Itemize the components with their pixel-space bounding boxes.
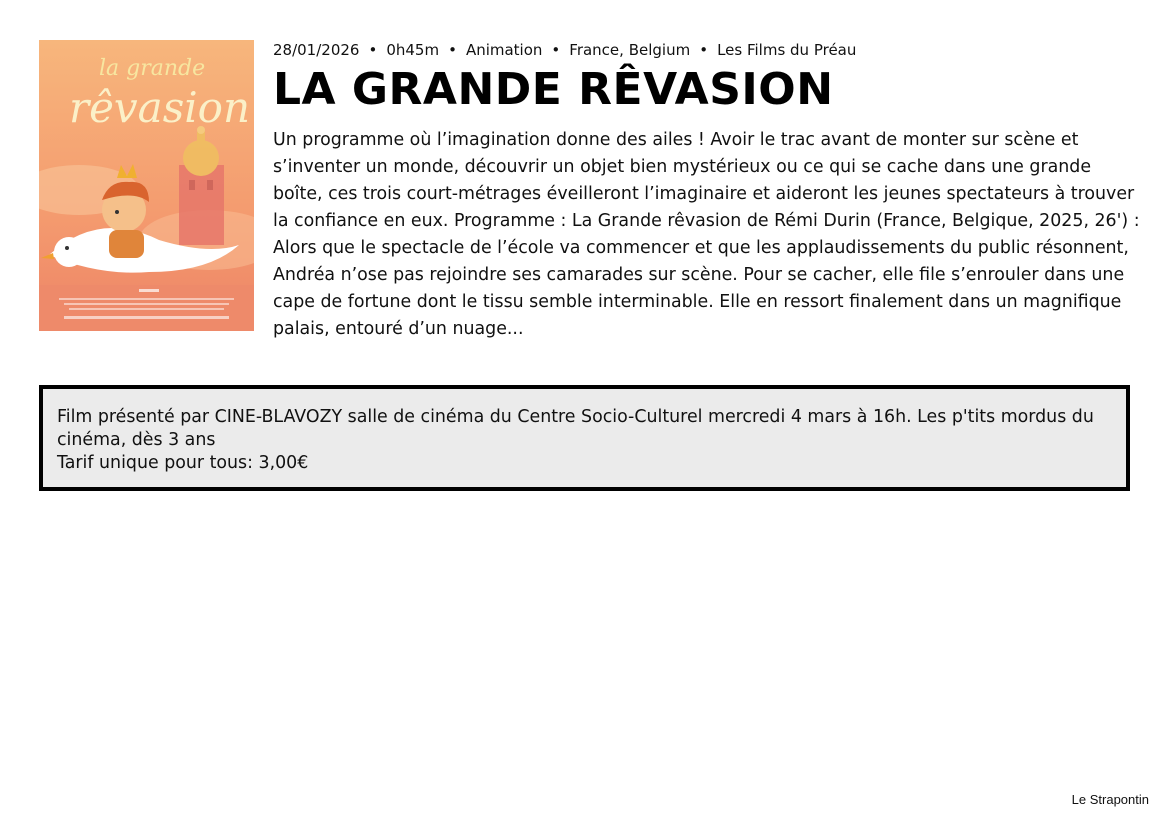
film-synopsis: Un programme où l’imagination donne des ailes ! Avoir le trac avant de monter sur scène et s’inventer un monde, découvrir un objet bien mystérieux ou ce qui se cache dans une grande boîte, ces trois court-métrages éveilleront l’imaginaire et aideront les jeunes spectateurs à trouver la confiance en eux. Programme : La Grande rêvasion de Rémi Durin (France, Belgique, 2025, 26') : Alors que le spectacle de l’école va commencer et que les applaudissements du public résonnent, Andréa n’ose pas rejoindre ses camarades sur scène. Pour se cacher, elle file s’enrouler dans une cape de fortune dont le tissu semble interminable. Elle en ressort finalement dans un magnifique palais, entouré d’un nuage... (273, 130, 1140, 339)
countries: France, Belgium (569, 41, 691, 59)
duration: 0h45m (386, 41, 440, 59)
genre: Animation (465, 41, 543, 59)
screening-price: Tarif unique pour tous: 3,00€ (57, 453, 309, 473)
film-title: LA GRANDE RÊVASION (273, 64, 834, 115)
footer-brand: Le Strapontin (1071, 792, 1149, 807)
film-poster (39, 40, 254, 331)
poster-artwork (39, 40, 254, 331)
meta-separator: • (448, 41, 457, 59)
poster-title-line2: rêvasion (69, 83, 251, 132)
release-date: 28/01/2026 (273, 41, 360, 59)
meta-separator: • (368, 41, 378, 59)
screening-info-text (57, 406, 1117, 475)
poster-title-line1: la grande (99, 56, 206, 81)
screening-details: Film présenté par CINE-BLAVOZY salle de cinéma du Centre Socio-Culturel mercredi 4 mars à 16h. Les p'tits mordus du cinéma, dès 3 ans (57, 407, 1094, 450)
meta-separator: • (699, 41, 709, 59)
screening-info-box (39, 385, 1130, 491)
film-meta (273, 40, 856, 60)
distributor: Les Films du Préau (717, 41, 857, 59)
meta-separator: • (551, 41, 561, 59)
